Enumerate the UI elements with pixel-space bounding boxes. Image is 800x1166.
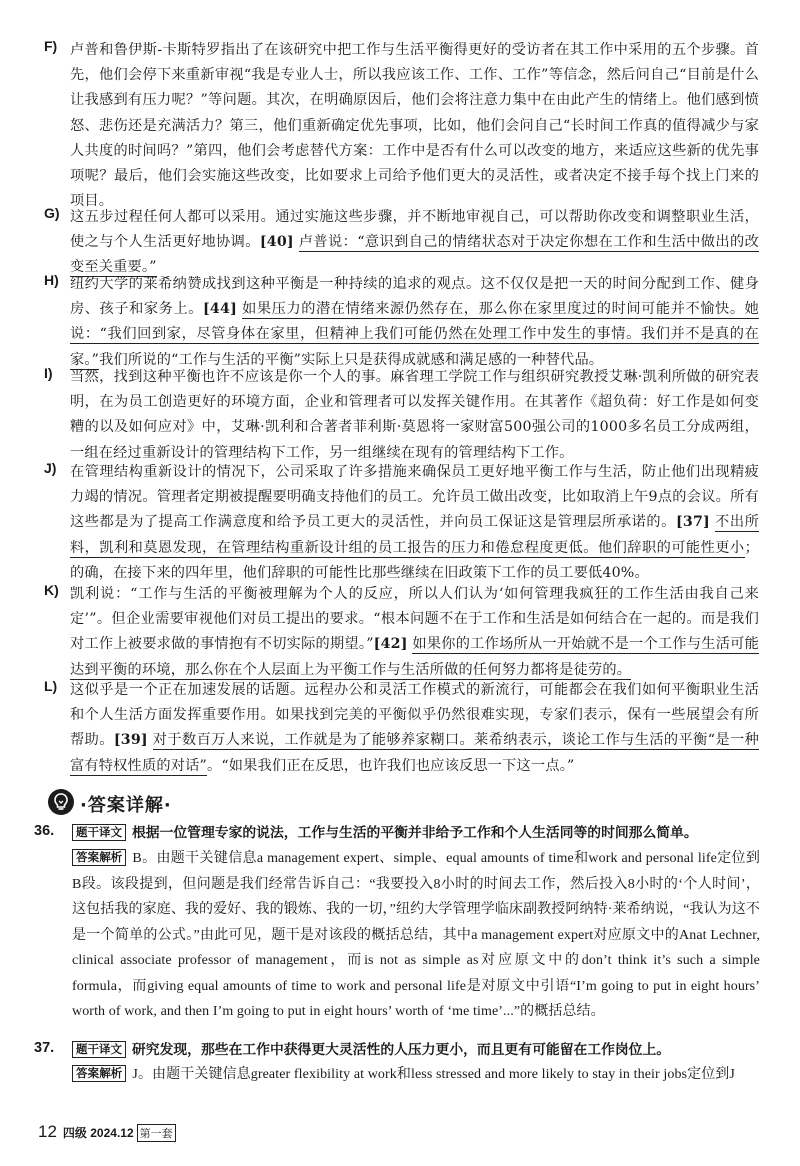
question-marker: [39] [113, 732, 148, 749]
analysis-text: B。由题干关键信息a management expert、simple、equal amounts of time和work and personal life定位到B段。该段提到，但问题是我们经常告诉自己：“我要投入8小时的时间去工作，然后投入8小时的‘个人时间’，这包括我的家庭、我的爱好、我的锻炼、我的一切，”纽约大学管理学临床副教授阿纳特·莱希纳说，“我认为这不是一个简单的公式。”由此可见，题干是对该段的概括总结，其中a management expert对应原文中的Anat Lechner, clinical associate professor of management，而is not as simple as对应原文中的don’t think it’s such a simple formula，而giving equal amounts of time to work and personal life是对原文中引语“I’m going to put in eight hours’ worth of work, and then I’m going to put in eight hours’ worth of ‘me time’...”的概括总结。 [72, 851, 760, 1019]
paragraph-j [44, 460, 759, 586]
paragraph-text: 。“如果我们正在反思，也许我们也应该反思一下这一点。” [206, 757, 575, 774]
underlined-answer: 如果你的工作场所从一开始就不是一个工作与生活可能达到平衡的环境，那么你在个人层面上为平衡工作与生活所做的任何努力都将是徒劳的。 [70, 636, 759, 678]
paragraph-letter: L) [44, 678, 58, 694]
question-stem [72, 1039, 759, 1061]
lightbulb-icon [48, 789, 74, 815]
paragraph-body [70, 460, 759, 586]
paragraph-letter: J) [44, 460, 57, 476]
question-marker: [42] [373, 636, 408, 653]
paragraph-i [44, 365, 759, 466]
question-number: 36. [34, 823, 55, 839]
underlined-answer: 对于数百万人来说，工作就是为了能够养家糊口。莱希纳表示，谈论工作与生活的平衡“是一种富有特权性质的对话” [70, 732, 760, 774]
paragraph-text: 这似乎是一个正在加速发展的话题。远程办公和灵活工作模式的新流行，可能都会在我们如何平衡职业生活和个人生活方面发挥重要作用。如果找到完美的平衡似乎仍然很难实现，专家们表示，保有一些展望会有所帮助。 [70, 682, 759, 749]
exam-info: 四级 2024.12 [62, 1126, 134, 1140]
question-marker: [40] [259, 234, 294, 251]
analysis-text: J。由题干关键信息greater flexibility at work和less stressed and more likely to stay in their jobs定位到J [132, 1067, 735, 1082]
stem-translation-tag: 题干译文 [72, 1041, 126, 1058]
underlined-answer: 如果压力的潜在情绪来源仍然存在，那么你在家里度过的时间可能并不愉快。她说：“我们回到家，尽管身体在家里，但精神上我们可能仍然在处理工作中发生的事情。我们并不是真的在家。” [70, 301, 759, 368]
section-title: ·答案详解· [80, 795, 172, 816]
answer-analysis-36 [72, 846, 760, 1025]
set-badge: 第一套 [137, 1124, 176, 1142]
paragraph-letter: H) [44, 272, 59, 288]
paragraph-letter: I) [44, 365, 53, 381]
paragraph-body [70, 582, 759, 683]
question-36 [34, 822, 759, 844]
stem-text: 研究发现，那些在工作中获得更大灵活性的人压力更小，而且更有可能留在工作岗位上。 [132, 1042, 671, 1058]
paragraph-body [70, 272, 759, 373]
paragraph-body [70, 205, 759, 281]
paragraph-body: 卢普和鲁伊斯-卡斯特罗指出了在该研究中把工作与生活平衡得更好的受访者在其工作中采用的五个步骤。首先，他们会停下来重新审视“我是专业人士，所以我应该工作、工作、工作”等信念，然后问自己“目前是什么让我感到有压力呢？”等问题。其次，在明确原因后，他们会将注意力集中在由此产生的情绪上。他们感到愤怒、悲伤还是充满活力？第三，他们重新确定优先事项，比如，他们会问自己“长时间工作真的值得减少与家人共度的时间吗？”第四，他们会考虑替代方案：工作中是否有什么可以改变的地方，来适应这些新的优先事项呢？最后，他们会实施这些改变，比如要求上司给予他们更大的灵活性，或者决定不接手每个找上门来的项目。 [70, 42, 759, 210]
paragraph-h [44, 272, 759, 373]
page-footer [38, 1122, 176, 1142]
page-number: 12 [38, 1122, 57, 1141]
paragraph-text: 纽约大学的莱希纳赞成找到这种平衡是一种持续的追求的观点。这不仅仅是把一天的时间分配到工作、健身房、孩子和家务上。 [70, 276, 759, 318]
stem-text: 根据一位管理专家的说法，工作与生活的平衡并非给予工作和个人生活同等的时间那么简单。 [132, 825, 698, 841]
answer-section-heading [48, 789, 368, 823]
underlined-answer: 不出所料，凯利和莫恩发现，在管理结构重新设计组的员工报告的压力和倦怠程度更低。他们辞职的可能性更小 [70, 514, 759, 556]
question-37 [34, 1039, 759, 1061]
question-number: 37. [34, 1040, 55, 1056]
underlined-answer: 卢普说：“意识到自己的情绪状态对于决定你想在工作和生活中做出的改变至关重要。” [70, 234, 760, 276]
answer-analysis-tag: 答案解析 [72, 1065, 126, 1082]
paragraph-text: 在管理结构重新设计的情况下，公司采取了许多措施来确保员工更好地平衡工作与生活，防止他们出现精疲力竭的情况。管理者定期被提醒要明确支持他们的员工。允许员工做出改变，比如取消上午9点的会议。所有这些都是为了提高工作满意度和给予员工更大的灵活性，并向员工保证这是管理层所承诺的。 [70, 464, 759, 531]
answer-analysis-tag: 答案解析 [72, 849, 126, 866]
question-marker: [37] [675, 514, 710, 531]
question-stem [72, 822, 759, 844]
paragraph-f [44, 38, 759, 214]
paragraph-text: 这五步过程任何人都可以采用。通过实施这些步骤，并不断地审视自己，可以帮助你改变和调整职业生活，使之与个人生活更好地协调。 [70, 209, 759, 251]
stem-translation-tag: 题干译文 [72, 824, 126, 841]
paragraph-text: ；的确，在接下来的四年里，他们辞职的可能性比那些继续在旧政策下工作的员工要低40%。 [70, 539, 759, 581]
paragraph-letter: G) [44, 205, 60, 221]
question-marker: [44] [203, 301, 237, 318]
paragraph-body [70, 678, 759, 779]
paragraph-g [44, 205, 759, 281]
paragraph-l [44, 678, 759, 779]
paragraph-text: 我们所说的“工作与生活的平衡”实际上只是获得成就感和满足感的一种替代品。 [99, 351, 604, 368]
paragraph-letter: F) [44, 38, 58, 54]
paragraph-text: 凯利说：“工作与生活的平衡被理解为个人的反应，所以人们认为‘如何管理我疯狂的工作生活由我自己来定’”。但企业需要审视他们对员工提出的要求。“根本问题不在于工作和生活是如何结合在一起的。而是我们对工作上被要求做的事情抱有不切实际的期望。” [70, 586, 759, 653]
paragraph-body: 当然，找到这种平衡也许不应该是你一个人的事。麻省理工学院工作与组织研究教授艾琳·凯利所做的研究表明，在为员工创造更好的环境方面，企业和管理者可以发挥关键作用。在其著作《超负荷：好工作是如何变糟的以及如何应对》中，艾琳·凯利和合著者菲利斯·莫恩将一家财富500强公司的1000多名员工分成两组，一组在经过重新设计的管理结构下工作，另一组继续在现有的管理结构下工作。 [70, 369, 759, 461]
paragraph-k [44, 582, 759, 683]
paragraph-letter: K) [44, 582, 59, 598]
answer-analysis-37 [72, 1062, 760, 1088]
